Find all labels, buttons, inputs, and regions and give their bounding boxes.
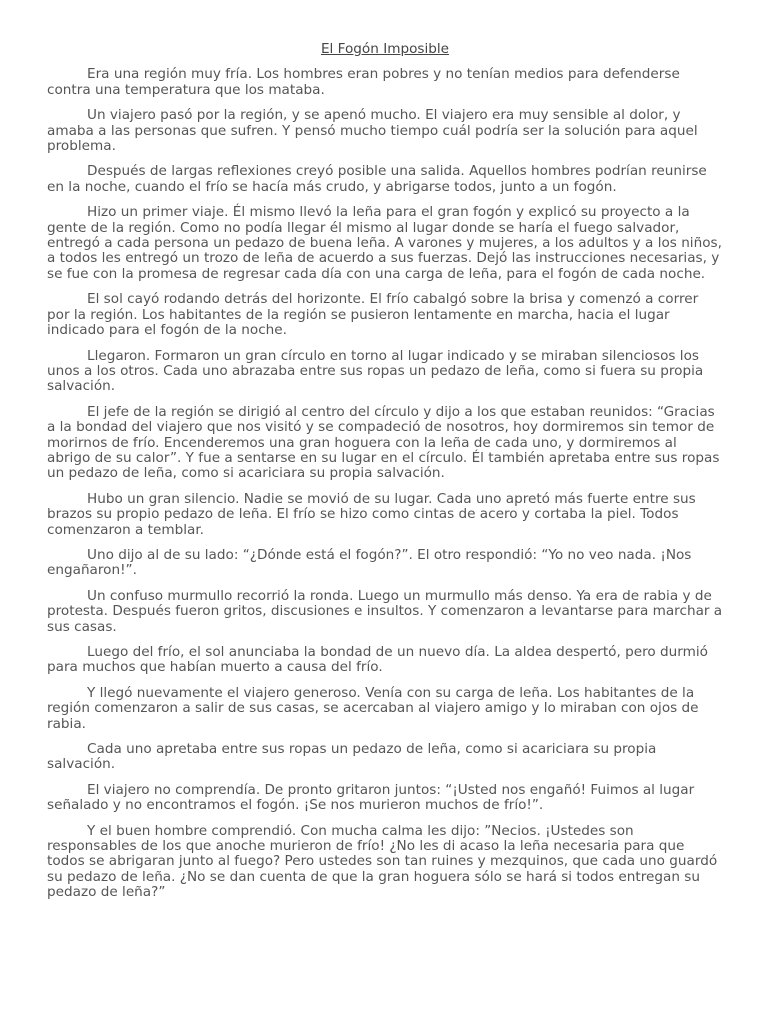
paragraph-15: Y el buen hombre comprendió. Con mucha calma les dijo: ”Necios. ¡Ustedes son responsables de los que anoche murieron de frío! ¿No les di acaso la leña necesaria para que todos se abrigaran junto al fuego? Pero ustedes son tan ruines y mezquinos, que cada uno guardó su pedazo de leña. ¿No se dan cuenta de que la gran hoguera sólo se hará si todos entregan su pedazo de leña?” [47, 822, 718, 901]
paragraph-4: Hizo un primer viaje. Él mismo llevó la leña para el gran fogón y explicó su proyecto a la gente de la región. Como no podía llegar él mismo al lugar donde se haría el fuego salvador, entregó a cada persona un pedazo de buena leña. A varones y mujeres, a los adultos y a los niños, a todos les entregó un trozo de leña de acuerdo a sus fuerzas. Dejó las instrucciones necesarias, y se fue con la promesa de regresar cada día con una carga de leña, para el fogón de cada noche. [47, 204, 722, 282]
paragraph-14: El viajero no comprendía. De pronto gritaron juntos: “¡Usted nos engañó! Fuimos al lugar señalado y no encontramos el fogón. ¡Se nos murieron muchos de frío!”. [47, 781, 695, 814]
paragraph-8: Hubo un gran silencio. Nadie se movió de su lugar. Cada uno apretó más fuerte entre sus brazos su propio pedazo de leña. El frío se hizo como cintas de acero y cortaba la piel. Todos comenzaron a temblar. [47, 490, 696, 538]
paragraph-7: El jefe de la región se dirigió al centro del círculo y dijo a los que estaban reunidos: “Gracias a la bondad del viajero que nos visitó y se compadeció de nosotros, hoy dormiremos sin temor de morirnos de frío. Encenderemos una gran hoguera con la leña de cada uno, y dormiremos al abrigo de su calor”. Y fue a sentarse en su lugar en el círculo. Él también apretaba entre sus ropas un pedazo de leña, como si acariciara su propia salvación. [47, 403, 720, 482]
paragraph-11: Luego del frío, el sol anunciaba la bondad de un nuevo día. La aldea despertó, pero durmió para muchos que habían muerto a causa del frío. [47, 644, 708, 676]
paragraph-10: Un confuso murmullo recorrió la ronda. Luego un murmullo más denso. Ya era de rabia y de protesta. Después fueron gritos, discusiones e insultos. Y comenzaron a levantarse para marchar a sus casas. [47, 587, 723, 635]
document-page [47, 42, 723, 911]
document-title: El Fogón Imposible [320, 41, 450, 57]
paragraph-12: Y llegó nuevamente el viajero generoso. Venía con su carga de leña. Los habitantes de la región comenzaron a salir de sus casas, se acercaban al viajero amigo y lo miraban con ojos de rabia. [47, 684, 699, 732]
paragraph-2: Un viajero pasó por la región, y se apenó mucho. El viajero era muy sensible al dolor, y amaba a las personas que sufren. Y pensó mucho tiempo cuál podría ser la solución para aquel problema. [47, 107, 698, 155]
paragraph-6: Llegaron. Formaron un gran círculo en torno al lugar indicado y se miraban silenciosos los unos a los otros. Cada uno abrazaba entre sus ropas un pedazo de leña, como si fuera su propia salvación. [47, 347, 704, 395]
paragraph-3: Después de largas reflexiones creyó posible una salida. Aquellos hombres podrían reunirse en la noche, cuando el frío se hacía más crudo, y abrigarse todos, junto a un fogón. [47, 163, 707, 195]
paragraph-9: Uno dijo al de su lado: “¿Dónde está el fogón?”. El otro respondió: “Yo no veo nada. ¡Nos engañaron!”. [47, 546, 692, 579]
paragraph-1: Era una región muy fría. Los hombres eran pobres y no tenían medios para defenderse contra una temperatura que los mataba. [47, 66, 680, 98]
paragraph-5: El sol cayó rodando detrás del horizonte. El frío cabalgó sobre la brisa y comenzó a correr por la región. Los habitantes de la región se pusieron lentamente en marcha, hacia el lugar indicado para el fogón de la noche. [47, 291, 699, 339]
paragraph-13: Cada uno apretaba entre sus ropas un pedazo de leña, como si acariciara su propia salvación. [47, 741, 657, 773]
